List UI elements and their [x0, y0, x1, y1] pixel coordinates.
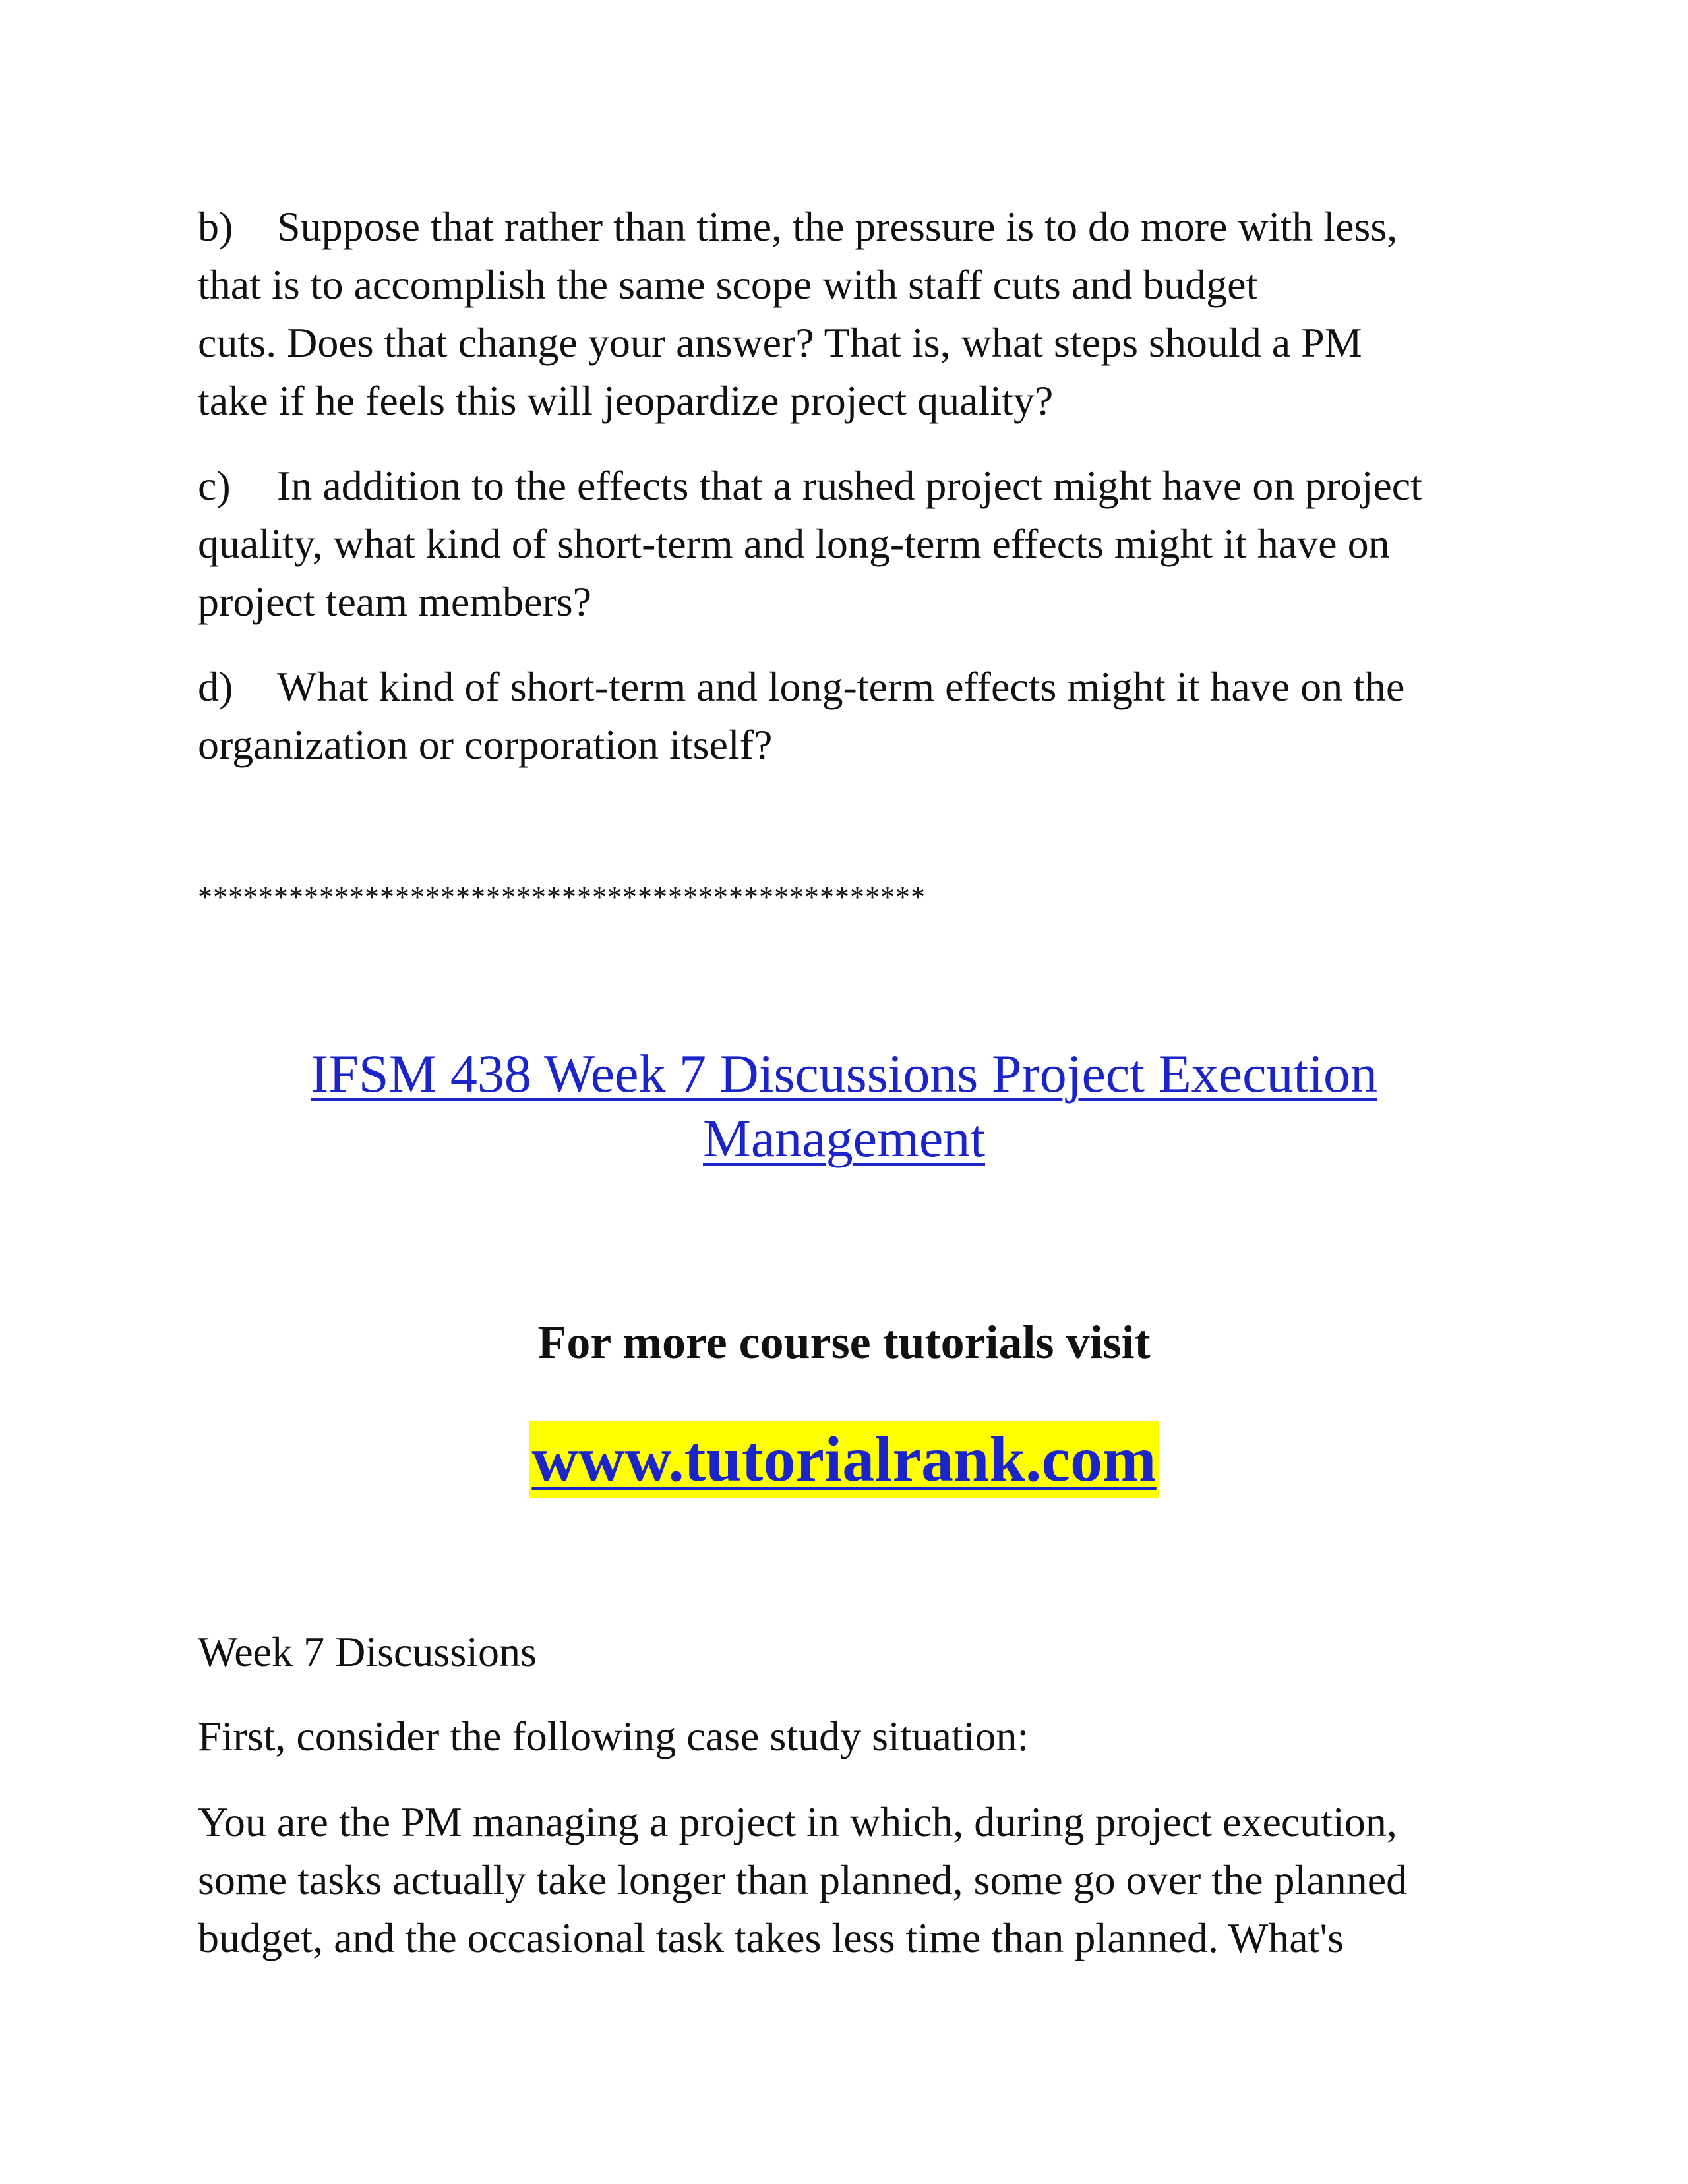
question-d-line-1 [198, 658, 1484, 716]
question-d [198, 658, 1484, 774]
question-c-line-3: project team members? [198, 578, 592, 625]
question-b-letter: b) [198, 203, 233, 250]
question-c-line-1 [198, 457, 1484, 515]
question-b-line-4: take if he feels this will jeopardize project quality? [198, 377, 1054, 424]
case-study-line-2: some tasks actually take longer than planned, some go over the planned [198, 1856, 1408, 1903]
question-d-text-1: What kind of short-term and long-term effects might it have on the [277, 663, 1405, 710]
question-b-line-3: cuts. Does that change your answer? That is, what steps should a PM [198, 319, 1362, 366]
question-b-text-1: Suppose that rather than time, the pressure is to do more with less, [277, 203, 1398, 250]
question-d-letter: d) [198, 663, 233, 710]
question-c [198, 457, 1484, 631]
separator-stars: ************************************************ [198, 881, 926, 913]
question-c-line-2: quality, what kind of short-term and long-term effects might it have on [198, 520, 1390, 567]
question-b-line-2: that is to accomplish the same scope with staff cuts and budget [198, 261, 1258, 308]
course-title-line-1: IFSM 438 Week 7 Discussions Project Execution [310, 1044, 1378, 1104]
case-study-paragraph [198, 1793, 1484, 1967]
section-heading: Week 7 Discussions [198, 1628, 537, 1675]
course-title-link[interactable] [0, 1042, 1688, 1171]
question-b-line-1 [198, 198, 1484, 256]
question-b [198, 198, 1484, 430]
case-study-line-1: You are the PM managing a project in which, during project execution, [198, 1798, 1397, 1845]
case-study-line-3: budget, and the occasional task takes less time than planned. What's [198, 1914, 1344, 1961]
course-title-line-2: Management [702, 1108, 986, 1168]
tutorial-site-link[interactable]: www.tutorialrank.com [529, 1421, 1159, 1498]
intro-text: First, consider the following case study situation: [198, 1713, 1029, 1759]
question-d-line-2: organization or corporation itself? [198, 721, 773, 768]
question-c-letter: c) [198, 462, 231, 509]
promo-text: For more course tutorials visit [537, 1316, 1151, 1369]
question-c-text-1: In addition to the effects that a rushed project might have on project [277, 462, 1422, 509]
site-link-wrapper [0, 1421, 1688, 1498]
